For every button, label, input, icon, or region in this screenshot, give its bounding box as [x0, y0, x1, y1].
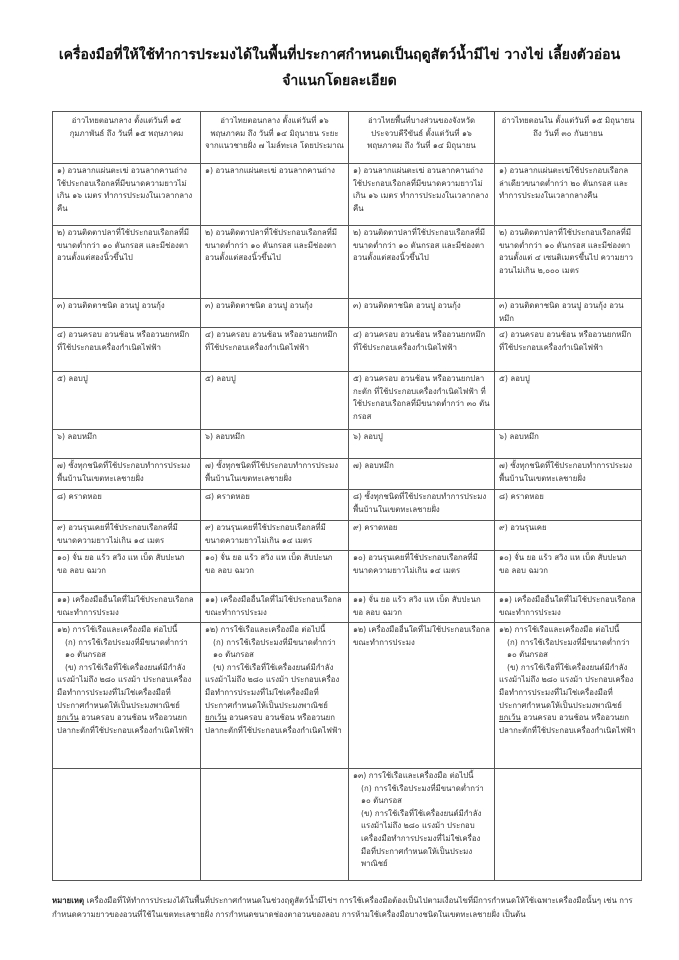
- table-cell: ๑๑) เครื่องมืออื่นใดที่ไม่ใช้ประกอบเรือกลขณะทำการประมง: [495, 593, 642, 623]
- table-cell: ๗) ซั้งทุกชนิดที่ใช้ประกอบทำการประมงพื้นบ้านในเขตทะเลชายฝั่ง: [201, 459, 349, 490]
- item-heading: ๑๒) การใช้เรือและเครื่องมือ ต่อไปนี้: [499, 625, 620, 634]
- table-cell: ๕) อวนครอบ อวนช้อน หรืออวนยกปลากะตัก ที่ใช้ประกอบเครื่องกำเนิดไฟฟ้า ที่ใช้ประกอบเรือกลที่มีขนาดต่ำกว่า ๓๐ ตันกรอส: [349, 372, 495, 430]
- footnote-text: เครื่องมือที่ให้ทำการประมงได้ในพื้นที่ประกาศกำหนดในช่วงฤดูสัตว์น้ำมีไข่ฯ การใช้เครื่องมือต้องเป็นไปตามเงื่อนไขที่มีการกำหนดให้ใช้เฉพาะเครื่องมือนั้นๆ เช่น การกำหนดความยาวของอวนที่ใช้ในเขตทะเลชายฝั่ง การกำหนดขนาดช่องตาอวนของลอบ การห้ามใช้เครื่องมือบางชนิดในเขตทะเลชายฝั่ง เป็นต้น: [52, 896, 633, 919]
- table-cell: ๖) ลอบหมึก: [495, 430, 642, 459]
- table-cell: ๔) อวนครอบ อวนช้อน หรืออวนยกหมึก ที่ใช้ประกอบเครื่องกำเนิดไฟฟ้า: [201, 328, 349, 372]
- table-row: [53, 593, 642, 623]
- table-cell: ๔) อวนครอบ อวนช้อน หรืออวนยกหมึก ที่ใช้ประกอบเครื่องกำเนิดไฟฟ้า: [349, 328, 495, 372]
- table-cell: [53, 769, 201, 881]
- item-heading: ๑๒) การใช้เรือและเครื่องมือ ต่อไปนี้: [205, 625, 326, 634]
- table-cell: ๕) ลอบปู: [495, 372, 642, 430]
- item-sub-a: (ก) การใช้เรือประมงที่มีขนาดต่ำกว่า ๑๐ ตันกรอส: [65, 637, 188, 660]
- table-row: [53, 490, 642, 521]
- table-cell: ๗) ซั้งทุกชนิดที่ใช้ประกอบทำการประมงพื้นบ้านในเขตทะเลชายฝั่ง: [495, 459, 642, 490]
- header-cell: อ่าวไทยตอนกลาง ตั้งแต่วันที่ ๑๖ พฤษภาคม ถึง วันที่ ๑๔ มิถุนายน ระยะจากแนวชายฝั่ง ๗ ไมล์ทะเล โดยประมาณ: [201, 112, 349, 164]
- table-cell: ๘) คราดหอย: [201, 490, 349, 521]
- table-cell: ๘) คราดหอย: [53, 490, 201, 521]
- table-cell: ๒) อวนติดตาปลาที่ใช้ประกอบเรือกลที่มีขนาดต่ำกว่า ๑๐ ตันกรอส และมีช่องตาอวนตั้งแต่สองนิ้วขึ้นไป: [201, 226, 349, 299]
- exception-label: ยกเว้น: [499, 713, 521, 723]
- table-cell: ๙) คราดหอย: [349, 521, 495, 551]
- table-row: [53, 769, 642, 881]
- table-row: [53, 430, 642, 459]
- item-sub-b: (ข) การใช้เรือที่ใช้เครื่องยนต์มีกำลังแรงม้าไม่ถึง ๒๘๐ แรงม้า ประกอบเครื่องมือทำการประมงที่ไม่ใช่เครื่องมือที่ประกาศกำหนดให้เป็นประมงพาณิชย์: [57, 662, 192, 710]
- table-cell: [201, 623, 349, 769]
- exception-text: อวนครอบ อวนช้อน หรืออวนยกปลากะตักที่ใช้ประกอบเครื่องกำเนิดไฟฟ้า: [57, 713, 194, 735]
- table-cell: ๗) ลอบหมึก: [349, 459, 495, 490]
- item-sub-a: (ก) การใช้เรือประมงที่มีขนาดต่ำกว่า ๑๐ ตันกรอส: [361, 783, 484, 806]
- header-cell: อ่าวไทยตอนใน ตั้งแต่วันที่ ๑๕ มิถุนายน ถึง วันที่ ๓๐ กันยายน: [495, 112, 642, 164]
- footnote: [52, 894, 652, 922]
- exception-label: ยกเว้น: [205, 713, 227, 723]
- table-cell: ๑๑) เครื่องมืออื่นใดที่ไม่ใช้ประกอบเรือกลขณะทำการประมง: [201, 593, 349, 623]
- table-header-row: [53, 112, 642, 164]
- table-row: [53, 299, 642, 328]
- header-cell: อ่าวไทยพื้นที่บางส่วนของจังหวัดประจวบคีรีขันธ์ ตั้งแต่วันที่ ๑๖ พฤษภาคม ถึง วันที่ ๑๔ มิถุนายน: [349, 112, 495, 164]
- table-cell: ๑) อวนลากแผ่นตะเฆ่ใช้ประกอบเรือกลล่าเดียวขนาดต่ำกว่า ๒๐ ตันกรอส และทำการประมงในเวลากลางคืน: [495, 164, 642, 226]
- table-cell: ๑๐) จั่น ยอ แร้ว สวิง แห เบ็ด สับปะนก ขอ ลอบ ฉมวก: [53, 551, 201, 593]
- table-cell: ๑๒) เครื่องมืออื่นใดที่ไม่ใช้ประกอบเรือกลขณะทำการประมง: [349, 623, 495, 769]
- table-cell: ๑) อวนลากแผ่นตะเฆ่ อวนลากคานถ่างใช้ประกอบเรือกลที่มีขนาดความยาวไม่เกิน ๑๖ เมตร ทำการประมงในเวลากลางคืน: [53, 164, 201, 226]
- table-cell: ๑๐) จั่น ยอ แร้ว สวิง แห เบ็ด สับปะนก ขอ ลอบ ฉมวก: [495, 551, 642, 593]
- table-row: [53, 623, 642, 769]
- item-heading: ๑๒) การใช้เรือและเครื่องมือ ต่อไปนี้: [57, 625, 178, 634]
- table-cell: ๓) อวนติดตาชนิด อวนปู อวนกุ้ง อวนหมึก: [495, 299, 642, 328]
- table-cell: ๒) อวนติดตาปลาที่ใช้ประกอบเรือกลที่มีขนาดต่ำกว่า ๑๐ ตันกรอส และมีช่องตาอวนตั้งแต่สองนิ้วขึ้นไป: [53, 226, 201, 299]
- footnote-label: หมายเหตุ: [52, 896, 85, 905]
- item-sub-a: (ก) การใช้เรือประมงที่มีขนาดต่ำกว่า ๑๐ ตันกรอส: [213, 637, 336, 660]
- table-cell: ๑๑) จั่น ยอ แร้ว สวิง แห เบ็ด สับปะนก ขอ ลอบ ฉมวก: [349, 593, 495, 623]
- table-cell: ๑๑) เครื่องมืออื่นใดที่ไม่ใช้ประกอบเรือกลขณะทำการประมง: [53, 593, 201, 623]
- table-cell: ๒) อวนติดตาปลาที่ใช้ประกอบเรือกลที่มีขนาดต่ำกว่า ๑๐ ตันกรอส และมีช่องตาอวนตั้งแต่สองนิ้วขึ้นไป: [349, 226, 495, 299]
- table-row: [53, 459, 642, 490]
- table-cell: ๕) ลอบปู: [53, 372, 201, 430]
- item-sub-a: (ก) การใช้เรือประมงที่มีขนาดต่ำกว่า ๑๐ ตันกรอส: [507, 637, 630, 660]
- table-cell: [495, 623, 642, 769]
- table-cell: ๕) ลอบปู: [201, 372, 349, 430]
- table-cell: ๖) ลอบปู: [349, 430, 495, 459]
- table-row: [53, 372, 642, 430]
- exception-text: อวนครอบ อวนช้อน หรืออวนยกปลากะตักที่ใช้ประกอบเครื่องกำเนิดไฟฟ้า: [205, 713, 342, 735]
- table-cell: [201, 769, 349, 881]
- table-cell: ๑๐) จั่น ยอ แร้ว สวิง แห เบ็ด สับปะนก ขอ ลอบ ฉมวก: [201, 551, 349, 593]
- table-cell: ๑) อวนลากแผ่นตะเฆ่ อวนลากคานถ่าง: [201, 164, 349, 226]
- table-cell: ๙) อวนรุนเคยที่ใช้ประกอบเรือกลที่มีขนาดความยาวไม่เกิน ๑๔ เมตร: [201, 521, 349, 551]
- item-sub-b: (ข) การใช้เรือที่ใช้เครื่องยนต์มีกำลังแรงม้าไม่ถึง ๒๘๐ แรงม้า ประกอบเครื่องมือทำการประมงที่ไม่ใช่เครื่องมือที่ประกาศกำหนดให้เป็นประมงพาณิชย์: [499, 662, 634, 710]
- table-cell: ๓) อวนติดตาชนิด อวนปู อวนกุ้ง: [349, 299, 495, 328]
- item-sub-b: (ข) การใช้เรือที่ใช้เครื่องยนต์มีกำลังแรงม้าไม่ถึง ๒๘๐ แรงม้า ประกอบเครื่องมือทำการประมงที่ไม่ใช่เครื่องมือที่ประกาศกำหนดให้เป็นประมงพาณิชย์: [361, 808, 482, 869]
- table-cell: ๘) คราดหอย: [495, 490, 642, 521]
- table-cell: ๑๐) อวนรุนเคยที่ใช้ประกอบเรือกลที่มีขนาดความยาวไม่เกิน ๑๔ เมตร: [349, 551, 495, 593]
- page-subtitle: จำแนกโดยละเอียด: [282, 73, 397, 89]
- table-row: [53, 226, 642, 299]
- fishing-gear-table: [52, 111, 642, 881]
- table-cell: ๖) ลอบหมึก: [53, 430, 201, 459]
- table-row: [53, 521, 642, 551]
- table-cell: ๓) อวนติดตาชนิด อวนปู อวนกุ้ง: [201, 299, 349, 328]
- table-cell: ๔) อวนครอบ อวนช้อน หรืออวนยกหมึก ที่ใช้ประกอบเครื่องกำเนิดไฟฟ้า: [495, 328, 642, 372]
- exception-label: ยกเว้น: [57, 713, 79, 723]
- table-cell: ๓) อวนติดตาชนิด อวนปู อวนกุ้ง: [53, 299, 201, 328]
- table-cell: [495, 769, 642, 881]
- table-row: [53, 328, 642, 372]
- table-cell: ๘) ซั้งทุกชนิดที่ใช้ประกอบทำการประมงพื้นบ้านในเขตทะเลชายฝั่ง: [349, 490, 495, 521]
- exception-text: อวนครอบ อวนช้อน หรืออวนยกปลากะตักที่ใช้ประกอบเครื่องกำเนิดไฟฟ้า: [499, 713, 636, 735]
- table-row: [53, 551, 642, 593]
- table-cell: ๑) อวนลากแผ่นตะเฆ่ อวนลากคานถ่างใช้ประกอบเรือกลที่มีขนาดความยาวไม่เกิน ๑๖ เมตร ทำการประมงในเวลากลางคืน: [349, 164, 495, 226]
- table-cell: ๒) อวนติดตาปลาที่ใช้ประกอบเรือกลที่มีขนาดต่ำกว่า ๑๐ ตันกรอส และมีช่องตาอวนตั้งแต่ ๔ เซนติเมตรขึ้นไป ความยาวอวนไม่เกิน ๒,๐๐๐ เมตร: [495, 226, 642, 299]
- page-title: เครื่องมือที่ให้ใช้ทำการประมงได้ในพื้นที่ประกาศกำหนดเป็นฤดูสัตว์น้ำมีไข่ วางไข่ เลี้ยงตัวอ่อน: [58, 47, 621, 63]
- table-cell: [349, 769, 495, 881]
- item-heading: ๑๓) การใช้เรือและเครื่องมือ ต่อไปนี้: [353, 771, 474, 780]
- table-row: [53, 164, 642, 226]
- table-cell: ๙) อวนรุนเคย: [495, 521, 642, 551]
- item-sub-b: (ข) การใช้เรือที่ใช้เครื่องยนต์มีกำลังแรงม้าไม่ถึง ๒๘๐ แรงม้า ประกอบเครื่องมือทำการประมงที่ไม่ใช่เครื่องมือที่ประกาศกำหนดให้เป็นประมงพาณิชย์: [205, 662, 340, 710]
- table-cell: [53, 623, 201, 769]
- table-cell: ๙) อวนรุนเคยที่ใช้ประกอบเรือกลที่มีขนาดความยาวไม่เกิน ๑๔ เมตร: [53, 521, 201, 551]
- table-cell: ๗) ซั้งทุกชนิดที่ใช้ประกอบทำการประมงพื้นบ้านในเขตทะเลชายฝั่ง: [53, 459, 201, 490]
- table-cell: ๖) ลอบหมึก: [201, 430, 349, 459]
- header-cell: อ่าวไทยตอนกลาง ตั้งแต่วันที่ ๑๕ กุมภาพันธ์ ถึง วันที่ ๑๕ พฤษภาคม: [53, 112, 201, 164]
- table-cell: ๔) อวนครอบ อวนช้อน หรืออวนยกหมึก ที่ใช้ประกอบเครื่องกำเนิดไฟฟ้า: [53, 328, 201, 372]
